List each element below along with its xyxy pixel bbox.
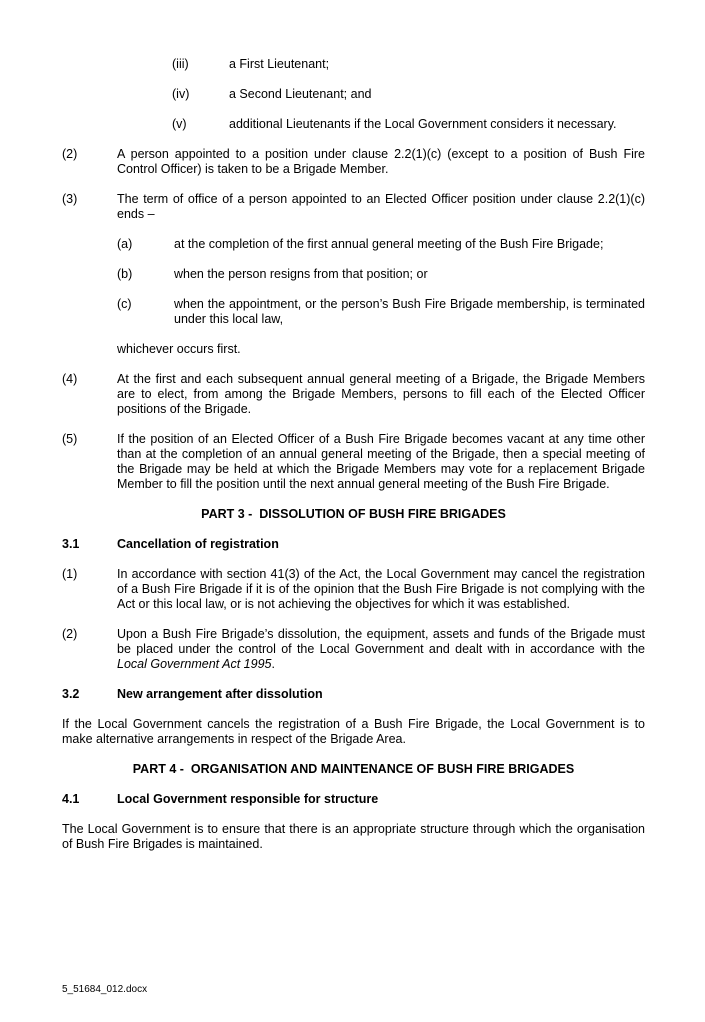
clause-marker: (4) xyxy=(62,372,78,386)
section-title: Local Government responsible for structure xyxy=(117,792,379,806)
subclause-marker: (c) xyxy=(117,297,132,311)
clause-text-plain: . xyxy=(271,657,275,671)
section-number: 4.1 xyxy=(62,792,80,806)
list-item-iii xyxy=(172,57,645,72)
clause-text: The term of office of a person appointed to an Elected Officer position under clause 2.2(1)(c) ends – xyxy=(117,192,645,221)
clause-text: In accordance with section 41(3) of the Act, the Local Government may cancel the registration of a Bush Fire Brigade if it is of the opinion that the Bush Fire Brigade is not complying with the Act or this local law, or is not achieving the objectives for which it was established. xyxy=(117,567,645,611)
clause-marker: (2) xyxy=(62,627,78,641)
part-4-heading: PART 4 - ORGANISATION AND MAINTENANCE OF BUSH FIRE BRIGADES xyxy=(132,762,575,776)
list-text: a First Lieutenant; xyxy=(229,57,330,71)
clause-3b xyxy=(117,267,645,282)
list-item-v xyxy=(172,117,645,132)
subclause-marker: (a) xyxy=(117,237,133,251)
section-title: New arrangement after dissolution xyxy=(117,687,323,701)
clause-3c xyxy=(117,297,645,327)
clause-marker: (3) xyxy=(62,192,78,206)
list-marker: (v) xyxy=(172,117,187,131)
subclause-marker: (b) xyxy=(117,267,133,281)
clause-3-1-1 xyxy=(62,567,645,612)
section-4-1-paragraph: The Local Government is to ensure that there is an appropriate structure through which the organisation of Bush Fire Brigades is maintained. xyxy=(62,822,645,851)
clause-3-1-2 xyxy=(62,627,645,672)
section-heading-3-2 xyxy=(62,687,645,702)
clause-text: If the position of an Elected Officer of a Bush Fire Brigade becomes vacant at any time other than at the completion of an annual general meeting of the Brigade, then a special meeting of the Brigade may be held at which the Brigade Members may vote for a replacement Brigade Member to fill the position until the next annual general meeting of the Bush Fire Brigade. xyxy=(117,432,645,491)
clause-3-tail: whichever occurs first. xyxy=(117,342,241,356)
list-text: additional Lieutenants if the Local Government considers it necessary. xyxy=(229,117,617,131)
list-marker: (iii) xyxy=(172,57,189,71)
clause-marker: (1) xyxy=(62,567,78,581)
clause-text xyxy=(117,627,645,672)
clause-2 xyxy=(62,147,645,177)
list-text: a Second Lieutenant; and xyxy=(229,87,372,101)
act-title-italic: Local Government Act 1995 xyxy=(117,657,272,671)
section-title: Cancellation of registration xyxy=(117,537,279,551)
clause-4 xyxy=(62,372,645,417)
section-number: 3.2 xyxy=(62,687,80,701)
list-item-iv xyxy=(172,87,645,102)
footer-filename: 5_51684_012.docx xyxy=(62,984,148,995)
section-3-2-paragraph: If the Local Government cancels the registration of a Bush Fire Brigade, the Local Government is to make alternative arrangements in respect of the Brigade Area. xyxy=(62,717,645,746)
subclause-text: when the appointment, or the person’s Bush Fire Brigade membership, is terminated under this local law, xyxy=(174,297,645,326)
clause-3 xyxy=(62,192,645,222)
section-heading-3-1 xyxy=(62,537,645,552)
section-heading-4-1 xyxy=(62,792,645,807)
clause-5 xyxy=(62,432,645,492)
clause-marker: (5) xyxy=(62,432,78,446)
subclause-text: at the completion of the first annual general meeting of the Bush Fire Brigade; xyxy=(174,237,604,251)
clause-marker: (2) xyxy=(62,147,78,161)
clause-text-plain: Upon a Bush Fire Brigade’s dissolution, the equipment, assets and funds of the Brigade must be placed under the control of the Local Government and dealt with in accordance with the xyxy=(117,627,645,656)
part-3-heading: PART 3 - DISSOLUTION OF BUSH FIRE BRIGADES xyxy=(201,507,506,521)
list-marker: (iv) xyxy=(172,87,190,101)
subclause-text: when the person resigns from that position; or xyxy=(174,267,428,281)
clause-text: At the first and each subsequent annual general meeting of a Brigade, the Brigade Members are to elect, from among the Brigade Members, persons to fill each of the Elected Officer positions of the Brigade. xyxy=(117,372,645,416)
clause-text: A person appointed to a position under clause 2.2(1)(c) (except to a position of Bush Fire Control Officer) is taken to be a Brigade Member. xyxy=(117,147,645,176)
section-number: 3.1 xyxy=(62,537,80,551)
clause-3a xyxy=(117,237,645,252)
